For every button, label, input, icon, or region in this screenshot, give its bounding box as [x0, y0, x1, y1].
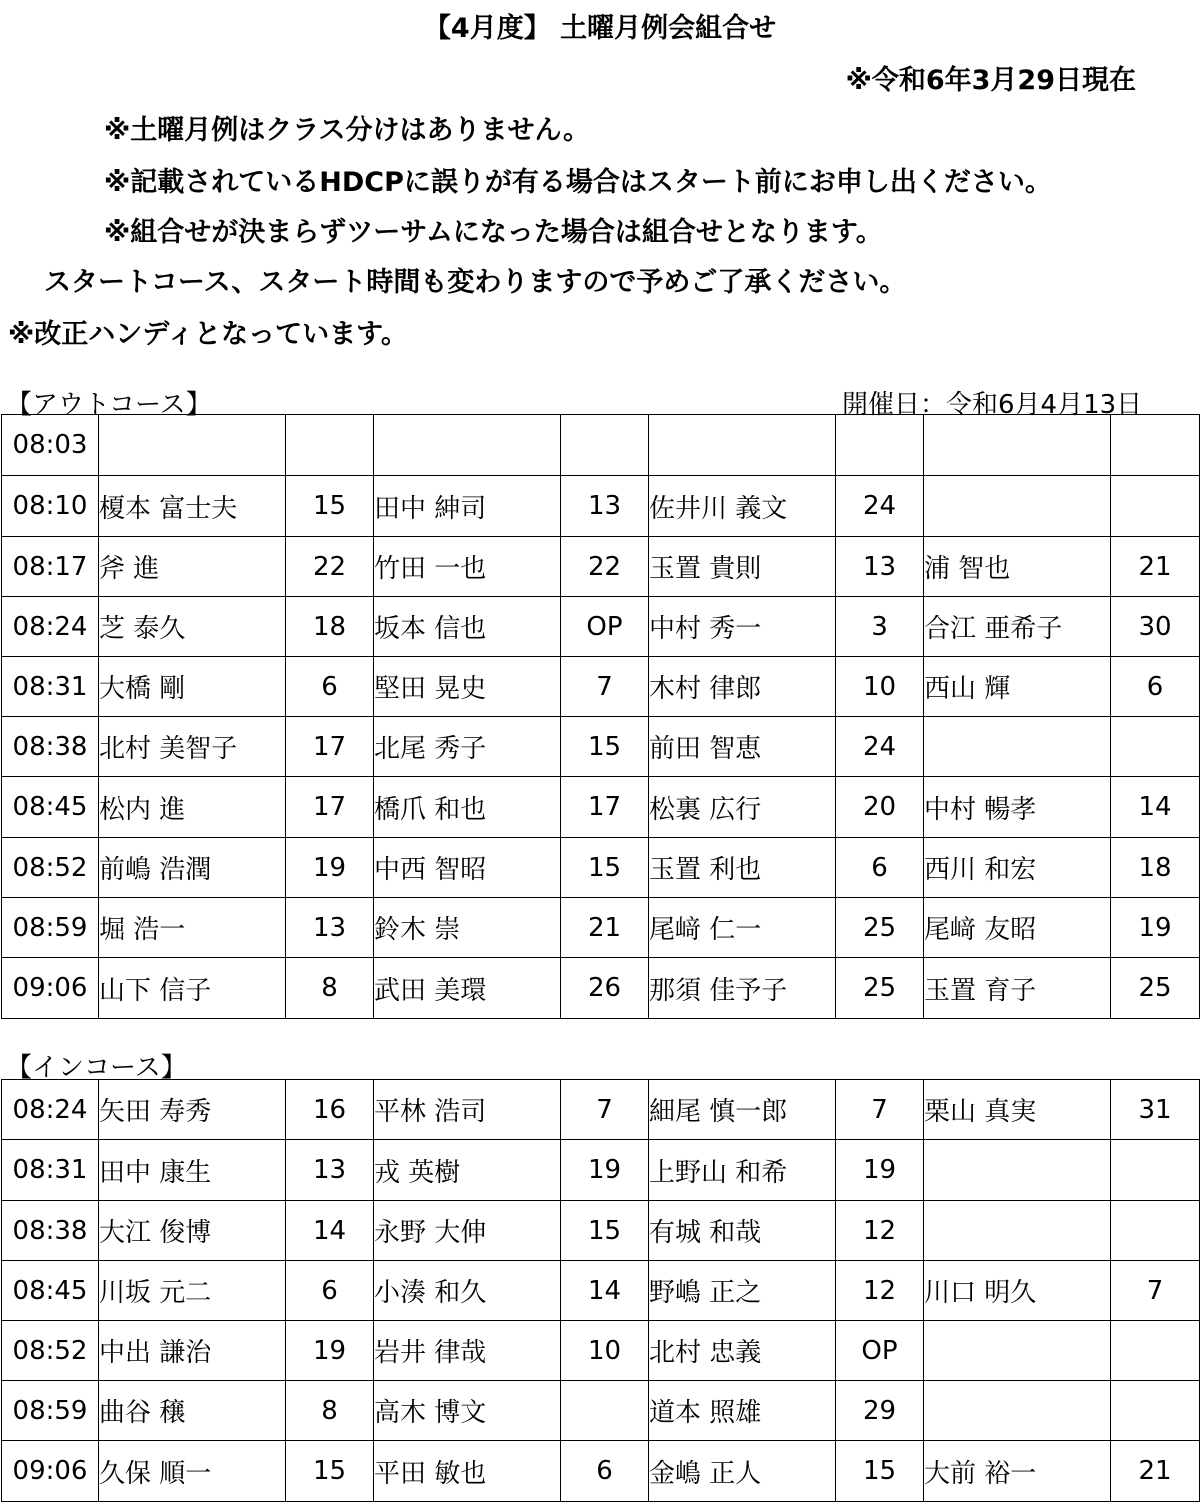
player-name: 平田 敏也	[374, 1441, 561, 1502]
tee-time-row	[2, 1140, 1200, 1201]
note-twosome: ※組合せが決まらずツーサムになった場合は組合せとなります。	[104, 217, 883, 248]
player-name: 尾﨑 友昭	[924, 898, 1111, 958]
player-handicap: 24	[836, 717, 924, 777]
player-handicap: 6	[286, 1261, 374, 1321]
player-handicap: 31	[1111, 1080, 1200, 1140]
player-name: 永野 大伸	[374, 1201, 561, 1261]
player-handicap: 10	[561, 1321, 649, 1381]
player-name: 合江 亜希子	[924, 597, 1111, 657]
player-name: 岩井 律哉	[374, 1321, 561, 1381]
player-handicap	[286, 415, 374, 476]
player-handicap: 15	[561, 838, 649, 898]
tee-time: 08:24	[2, 597, 99, 657]
player-name: 高木 博文	[374, 1381, 561, 1441]
player-name: 中出 謙治	[99, 1321, 286, 1381]
tee-time-row	[2, 1080, 1200, 1140]
tee-time-row	[2, 657, 1200, 717]
player-name: 大江 俊博	[99, 1201, 286, 1261]
player-name: 芝 泰久	[99, 597, 286, 657]
player-name: 戎 英樹	[374, 1140, 561, 1201]
player-handicap: 26	[561, 958, 649, 1019]
player-name: 田中 紳司	[374, 476, 561, 537]
player-name: 大前 裕一	[924, 1441, 1111, 1502]
player-name: 北尾 秀子	[374, 717, 561, 777]
note-no-class: ※土曜月例はクラス分けはありません。	[104, 115, 591, 146]
player-handicap: 25	[836, 898, 924, 958]
player-handicap: 12	[836, 1201, 924, 1261]
player-name: 久保 順一	[99, 1441, 286, 1502]
player-handicap: 18	[1111, 838, 1200, 898]
tee-time: 08:31	[2, 1140, 99, 1201]
player-name: 堅田 晃史	[374, 657, 561, 717]
player-name: 大橋 剛	[99, 657, 286, 717]
player-name: 山下 信子	[99, 958, 286, 1019]
player-name	[924, 476, 1111, 537]
player-handicap: 6	[836, 838, 924, 898]
player-handicap: 16	[286, 1080, 374, 1140]
player-name: 西川 和宏	[924, 838, 1111, 898]
tee-time: 08:59	[2, 1381, 99, 1441]
player-handicap: 7	[561, 657, 649, 717]
player-handicap: 19	[1111, 898, 1200, 958]
player-name: 松裏 広行	[649, 777, 836, 838]
player-name	[924, 1381, 1111, 1441]
tee-time: 08:52	[2, 838, 99, 898]
player-name: 北村 忠義	[649, 1321, 836, 1381]
player-handicap: 14	[561, 1261, 649, 1321]
player-name: 平林 浩司	[374, 1080, 561, 1140]
player-name: 北村 美智子	[99, 717, 286, 777]
player-name: 細尾 慎一郎	[649, 1080, 836, 1140]
player-name	[924, 717, 1111, 777]
player-handicap: 12	[836, 1261, 924, 1321]
in-course-table	[1, 1079, 1200, 1502]
player-name: 佐井川 義文	[649, 476, 836, 537]
player-name: 尾﨑 仁一	[649, 898, 836, 958]
tee-time: 08:45	[2, 1261, 99, 1321]
tee-time: 08:38	[2, 717, 99, 777]
player-handicap: 21	[1111, 1441, 1200, 1502]
tee-time-row	[2, 1201, 1200, 1261]
player-handicap: 14	[286, 1201, 374, 1261]
tee-time: 08:17	[2, 537, 99, 597]
tee-time: 08:38	[2, 1201, 99, 1261]
player-name: 矢田 寿秀	[99, 1080, 286, 1140]
player-name: 橋爪 和也	[374, 777, 561, 838]
player-handicap: 7	[561, 1080, 649, 1140]
player-name: 曲谷 穣	[99, 1381, 286, 1441]
player-name: 斧 進	[99, 537, 286, 597]
player-handicap: 17	[286, 717, 374, 777]
player-handicap	[1111, 1321, 1200, 1381]
player-name: 田中 康生	[99, 1140, 286, 1201]
player-name: 栗山 真実	[924, 1080, 1111, 1140]
tee-time: 08:59	[2, 898, 99, 958]
player-name: 中村 暢孝	[924, 777, 1111, 838]
player-name: 木村 律郎	[649, 657, 836, 717]
tee-time: 08:10	[2, 476, 99, 537]
player-handicap	[1111, 717, 1200, 777]
player-handicap	[1111, 1381, 1200, 1441]
tee-time: 08:31	[2, 657, 99, 717]
player-handicap: 17	[561, 777, 649, 838]
out-course-table	[1, 414, 1200, 1019]
player-handicap: 14	[1111, 777, 1200, 838]
player-handicap: 19	[561, 1140, 649, 1201]
player-handicap: 13	[286, 1140, 374, 1201]
player-name	[99, 415, 286, 476]
player-name	[374, 415, 561, 476]
player-handicap: 6	[1111, 657, 1200, 717]
player-name	[924, 1140, 1111, 1201]
player-name: 西山 輝	[924, 657, 1111, 717]
player-handicap: 20	[836, 777, 924, 838]
player-handicap: 30	[1111, 597, 1200, 657]
player-handicap: 6	[561, 1441, 649, 1502]
player-name: 前田 智恵	[649, 717, 836, 777]
player-name: 鈴木 崇	[374, 898, 561, 958]
player-handicap: 7	[836, 1080, 924, 1140]
player-handicap	[836, 415, 924, 476]
player-name: 浦 智也	[924, 537, 1111, 597]
player-handicap	[1111, 476, 1200, 537]
player-handicap: 15	[286, 1441, 374, 1502]
player-handicap: 19	[836, 1140, 924, 1201]
player-name	[924, 1321, 1111, 1381]
player-handicap: 10	[836, 657, 924, 717]
player-name: 松内 進	[99, 777, 286, 838]
tee-time: 08:03	[2, 415, 99, 476]
tee-time-row	[2, 958, 1200, 1019]
tee-time-row	[2, 777, 1200, 838]
tee-time-row	[2, 476, 1200, 537]
player-handicap: 3	[836, 597, 924, 657]
player-name: 榎本 富士夫	[99, 476, 286, 537]
out-course-label: 【アウトコース】	[6, 390, 212, 420]
tee-time-row	[2, 1381, 1200, 1441]
player-name: 中西 智昭	[374, 838, 561, 898]
player-name: 那須 佳予子	[649, 958, 836, 1019]
player-handicap	[561, 415, 649, 476]
tee-time-row	[2, 1261, 1200, 1321]
player-handicap	[561, 1381, 649, 1441]
tee-time-row	[2, 838, 1200, 898]
tee-time-row	[2, 1441, 1200, 1502]
player-name: 道本 照雄	[649, 1381, 836, 1441]
player-handicap: 7	[1111, 1261, 1200, 1321]
page-title: 【4月度】 土曜月例会組合せ	[423, 13, 777, 44]
player-handicap: OP	[561, 597, 649, 657]
player-handicap: 22	[561, 537, 649, 597]
player-handicap: 13	[286, 898, 374, 958]
player-name: 上野山 和希	[649, 1140, 836, 1201]
player-name: 小湊 和久	[374, 1261, 561, 1321]
player-name: 有城 和哉	[649, 1201, 836, 1261]
player-name: 堀 浩一	[99, 898, 286, 958]
player-name	[924, 415, 1111, 476]
player-handicap: 29	[836, 1381, 924, 1441]
player-name: 玉置 利也	[649, 838, 836, 898]
player-name: 川口 明久	[924, 1261, 1111, 1321]
player-handicap: 15	[836, 1441, 924, 1502]
player-handicap: 6	[286, 657, 374, 717]
tee-time-row	[2, 415, 1200, 476]
tee-time: 08:45	[2, 777, 99, 838]
player-handicap: 21	[1111, 537, 1200, 597]
player-handicap: 25	[1111, 958, 1200, 1019]
tee-time-row	[2, 898, 1200, 958]
tee-time-row	[2, 1321, 1200, 1381]
in-course-label: 【インコース】	[6, 1053, 187, 1083]
player-handicap: 22	[286, 537, 374, 597]
player-name	[924, 1201, 1111, 1261]
player-handicap: 17	[286, 777, 374, 838]
player-name: 武田 美環	[374, 958, 561, 1019]
player-name: 前嶋 浩潤	[99, 838, 286, 898]
player-name: 玉置 貴則	[649, 537, 836, 597]
player-handicap: 21	[561, 898, 649, 958]
player-name: 中村 秀一	[649, 597, 836, 657]
player-handicap: 8	[286, 958, 374, 1019]
player-handicap: OP	[836, 1321, 924, 1381]
tee-time: 08:24	[2, 1080, 99, 1140]
player-name: 坂本 信也	[374, 597, 561, 657]
player-name	[649, 415, 836, 476]
note-start-change: スタートコース、スタート時間も変わりますので予めご了承ください。	[44, 267, 907, 298]
player-handicap: 13	[561, 476, 649, 537]
player-handicap: 15	[286, 476, 374, 537]
player-handicap	[1111, 415, 1200, 476]
player-handicap: 8	[286, 1381, 374, 1441]
event-date: 開催日：令和6月4月13日	[842, 390, 1143, 420]
player-name: 金嶋 正人	[649, 1441, 836, 1502]
player-handicap	[1111, 1140, 1200, 1201]
tee-time: 09:06	[2, 1441, 99, 1502]
player-handicap: 19	[286, 1321, 374, 1381]
player-handicap: 25	[836, 958, 924, 1019]
player-handicap: 15	[561, 717, 649, 777]
player-handicap: 24	[836, 476, 924, 537]
tee-time-row	[2, 597, 1200, 657]
player-handicap: 13	[836, 537, 924, 597]
tee-time: 09:06	[2, 958, 99, 1019]
player-name: 竹田 一也	[374, 537, 561, 597]
tee-time-row	[2, 537, 1200, 597]
tee-time-row	[2, 717, 1200, 777]
player-handicap: 18	[286, 597, 374, 657]
player-handicap	[1111, 1201, 1200, 1261]
player-name: 川坂 元二	[99, 1261, 286, 1321]
player-name: 玉置 育子	[924, 958, 1111, 1019]
player-handicap: 19	[286, 838, 374, 898]
as-of-date: ※令和6年3月29日現在	[845, 65, 1136, 96]
player-name: 野嶋 正之	[649, 1261, 836, 1321]
player-handicap: 15	[561, 1201, 649, 1261]
note-revised-handicap: ※改正ハンディとなっています。	[8, 319, 408, 350]
tee-time: 08:52	[2, 1321, 99, 1381]
note-hdcp: ※記載されているHDCPに誤りが有る場合はスタート前にお申し出ください。	[104, 167, 1052, 198]
